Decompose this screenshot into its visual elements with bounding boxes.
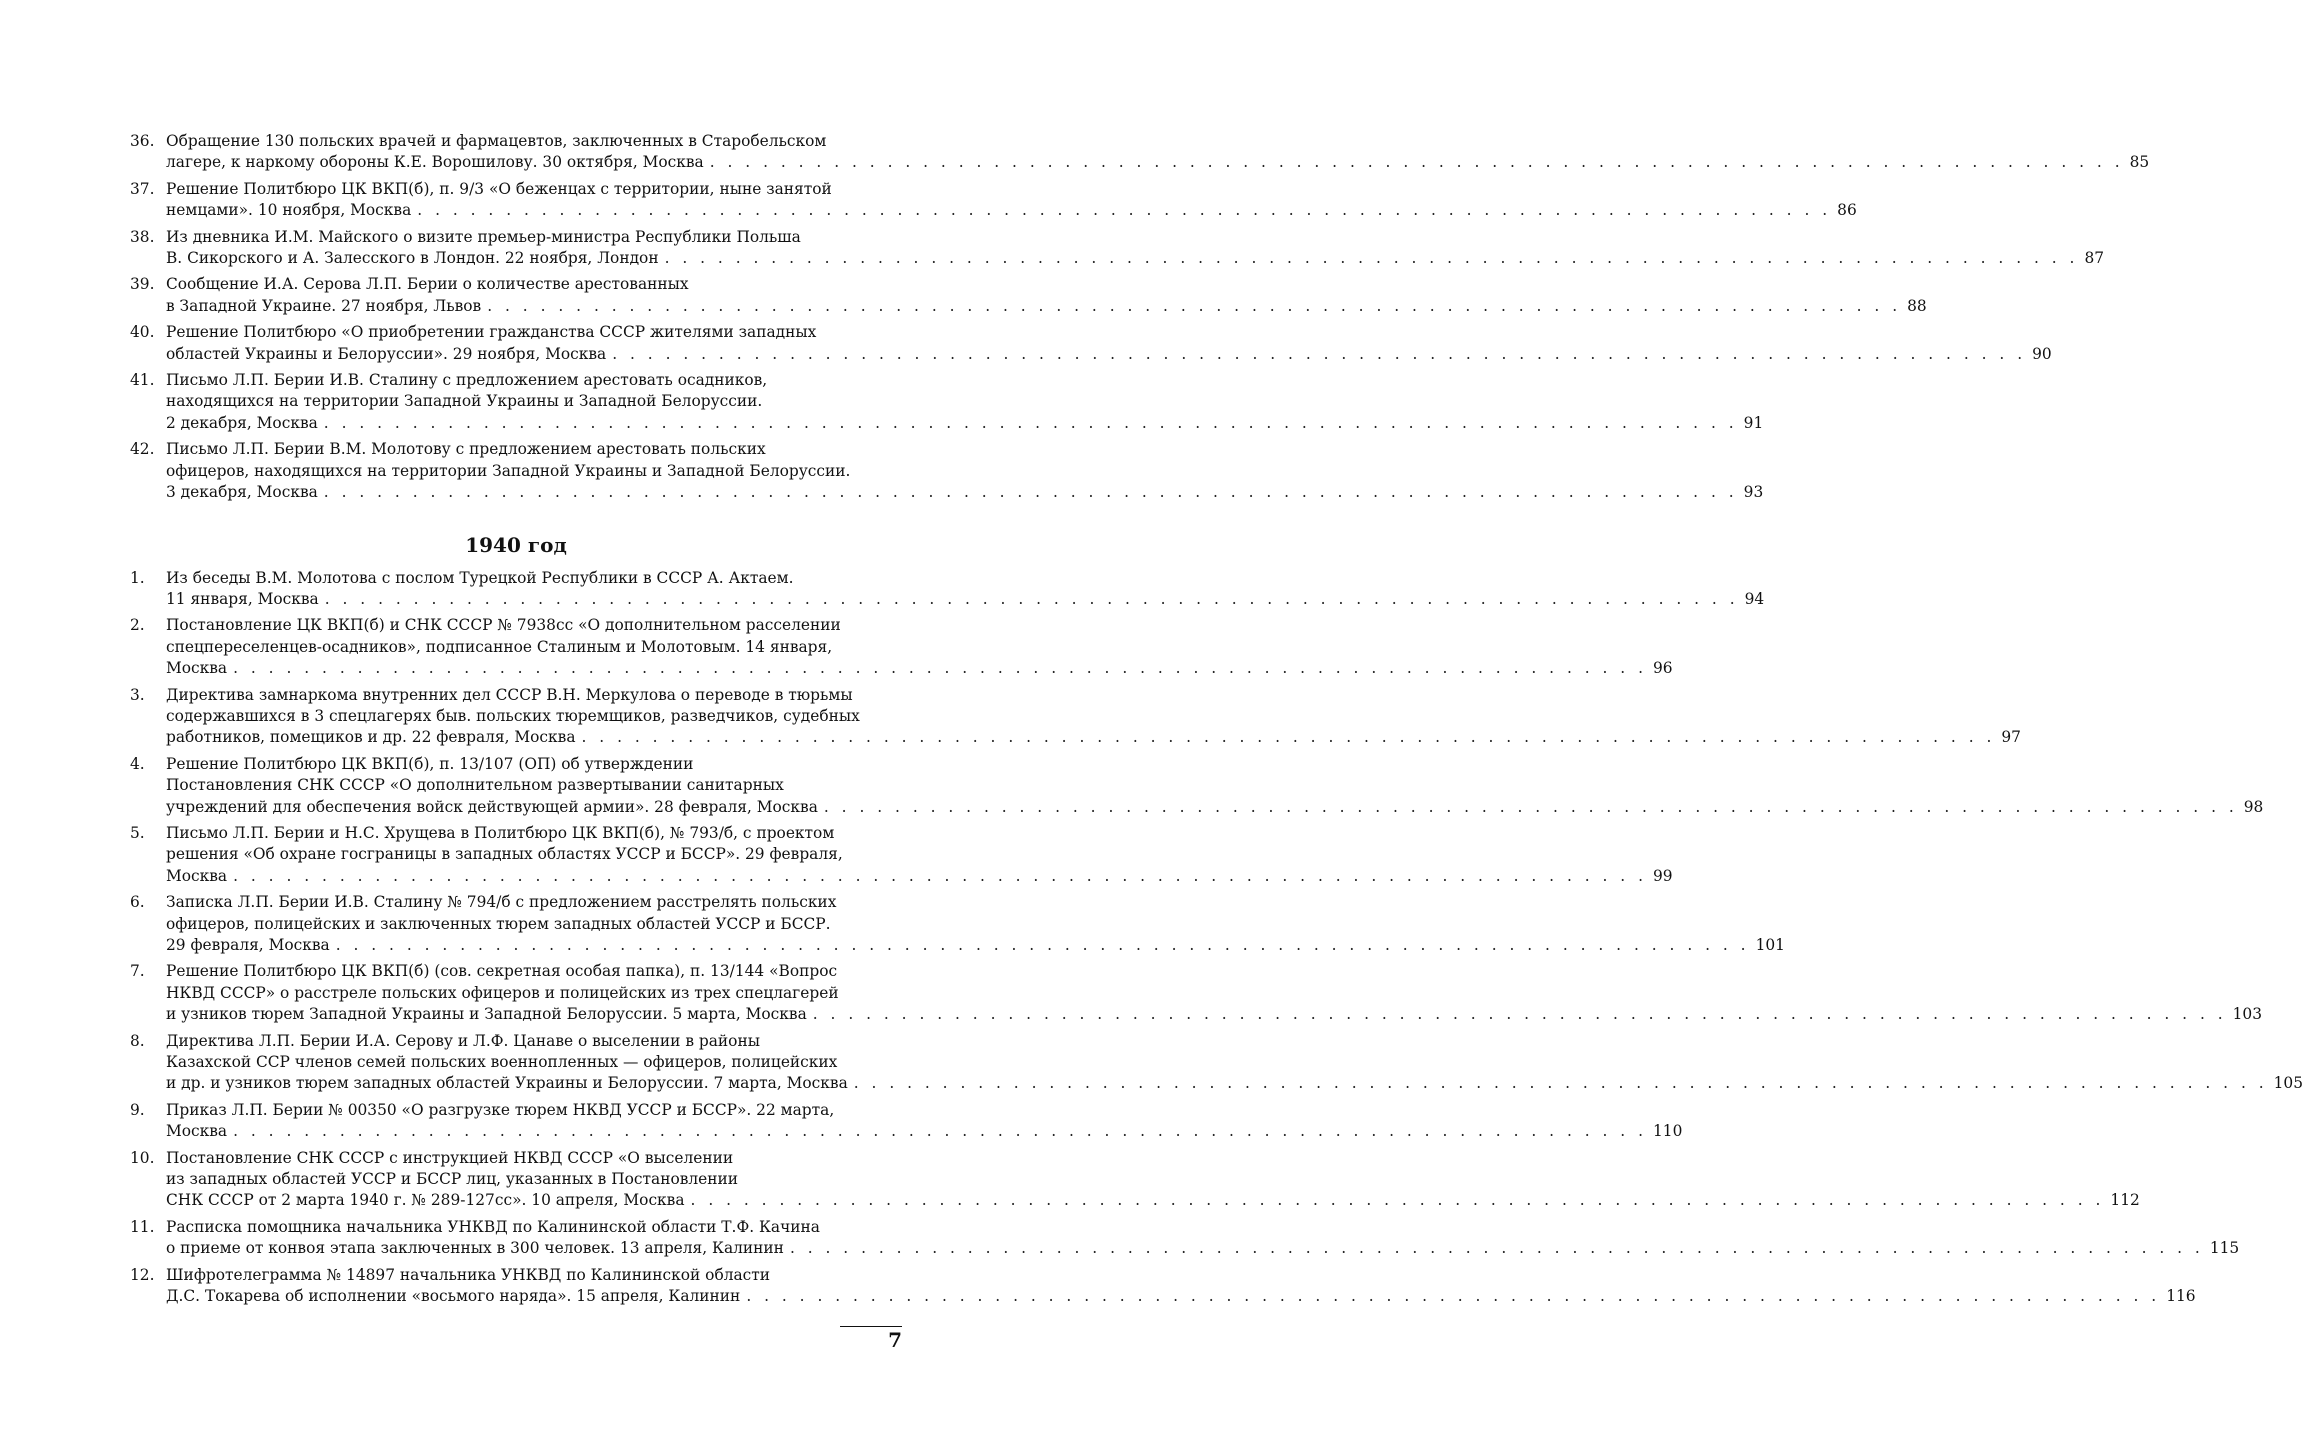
entry-title	[166, 131, 2150, 174]
toc-entry	[130, 179, 1857, 222]
entry-page-number: 86	[1837, 201, 1857, 220]
entry-title-line: в Западной Украине. 27 ноября, Львов	[166, 296, 482, 315]
dot-leader: . . . . . . . . . . . . . . . . . . . . . . . . . . . . . . . . . . . . . . . . . . . . . . . . . . . . . . . . . . . . . . . . . . . . . . . . . . . . . . . .	[789, 1239, 2204, 1258]
entry-title-line: немцами». 10 ноября, Москва	[166, 201, 412, 220]
entry-title-line: Казахской ССР членов семей польских военнопленных — офицеров, полицейских	[166, 1053, 838, 1072]
entry-number: 37.	[130, 179, 155, 198]
entry-number: 8.	[130, 1031, 145, 1050]
section-title: 1940 год	[465, 532, 567, 557]
toc-entry	[130, 685, 2021, 749]
dot-leader: . . . . . . . . . . . . . . . . . . . . . . . . . . . . . . . . . . . . . . . . . . . . . . . . . . . . . . . . . . . . . . . . . . . . . . . . . . . . . . . .	[335, 936, 1750, 954]
entry-title-line: Директива Л.П. Берии И.А. Серову и Л.Ф. Цанаве о выселении в районы	[166, 1031, 760, 1050]
toc-entry	[130, 370, 1764, 434]
entry-number: 6.	[130, 893, 145, 912]
entry-title	[166, 1100, 1683, 1143]
entry-title-line: о приеме от конвоя этапа заключенных в 300 человек. 13 апреля, Калинин	[166, 1239, 784, 1258]
entry-title-line: Постановление СНК СССР с инструкцией НКВД СССР «О выселении	[166, 1148, 734, 1167]
entry-page-number: 94	[1744, 589, 1765, 608]
entry-title	[166, 322, 2052, 365]
toc-entry	[130, 1031, 2303, 1095]
entry-title	[166, 1148, 2140, 1212]
entry-title	[166, 439, 1764, 503]
entry-title-line: Из дневника И.М. Майского о визите премьер-министра Республики Польша	[166, 227, 801, 246]
dot-leader: . . . . . . . . . . . . . . . . . . . . . . . . . . . . . . . . . . . . . . . . . . . . . . . . . . . . . . . . . . . . . . . . . . . . . . . . . . . . . . . .	[612, 344, 2027, 363]
toc-entry	[130, 961, 2263, 1025]
entry-title-line: областей Украины и Белоруссии». 29 ноября, Москва	[166, 344, 607, 363]
entry-page-number: 97	[2001, 728, 2021, 747]
entry-number: 38.	[130, 227, 155, 246]
entry-title	[166, 1031, 2303, 1095]
entry-title-line: 2 декабря, Москва	[166, 413, 318, 432]
entry-title	[166, 823, 1673, 887]
entry-title-line: и узников тюрем Западной Украины и Западной Белоруссии. 5 марта, Москва	[166, 1005, 807, 1024]
dot-leader: . . . . . . . . . . . . . . . . . . . . . . . . . . . . . . . . . . . . . . . . . . . . . . . . . . . . . . . . . . . . . . . . . . . . . . . . . . . . . . . .	[664, 249, 2079, 268]
toc-entry	[130, 1100, 1683, 1143]
entry-number: 42.	[130, 440, 155, 459]
entry-page-number: 116	[2166, 1287, 2196, 1306]
dot-leader: . . . . . . . . . . . . . . . . . . . . . . . . . . . . . . . . . . . . . . . . . . . . . . . . . . . . . . . . . . . . . . . . . . . . . . . . . . . . . . . .	[324, 589, 1739, 608]
dot-leader: . . . . . . . . . . . . . . . . . . . . . . . . . . . . . . . . . . . . . . . . . . . . . . . . . . . . . . . . . . . . . . . . . . . . . . . . . . . . . . . .	[233, 866, 1647, 885]
entry-title	[166, 754, 2264, 818]
entry-page-number: 105	[2273, 1074, 2303, 1093]
table-of-contents	[130, 131, 2303, 1313]
entry-page-number: 99	[1652, 866, 1673, 885]
entry-number: 41.	[130, 371, 155, 390]
entry-page-number: 90	[2032, 344, 2052, 363]
toc-entry	[130, 615, 1673, 679]
entry-page-number: 85	[2129, 153, 2150, 172]
entry-title-line: СНК СССР от 2 марта 1940 г. № 289-127сс». 10 апреля, Москва	[166, 1191, 685, 1210]
entry-title-line: Письмо Л.П. Берии И.В. Сталину с предложением арестовать осадников,	[166, 371, 768, 390]
entry-page-number: 96	[1652, 659, 1673, 678]
entry-number: 40.	[130, 323, 155, 342]
entry-title-line: Решение Политбюро ЦК ВКП(б), п. 13/107 (ОП) об утверждении	[166, 754, 694, 773]
dot-leader: . . . . . . . . . . . . . . . . . . . . . . . . . . . . . . . . . . . . . . . . . . . . . . . . . . . . . . . . . . . . . . . . . . . . . . . . . . . . . . . .	[323, 413, 1738, 432]
entry-title-line: Сообщение И.А. Серова Л.П. Берии о количестве арестованных	[166, 275, 689, 294]
entry-title-line: Решение Политбюро «О приобретении гражданства СССР жителями западных	[166, 323, 817, 342]
entry-number: 5.	[130, 823, 145, 842]
entry-title-line: спецпереселенцев-осадников», подписанное Сталиным и Молотовым. 14 января,	[166, 637, 833, 656]
toc-entry	[130, 823, 1673, 887]
entry-title	[166, 685, 2021, 749]
entry-title-line: Решение Политбюро ЦК ВКП(б) (сов. секретная особая папка), п. 13/144 «Вопрос	[166, 962, 838, 981]
entry-title-line: 11 января, Москва	[166, 589, 319, 608]
entry-title-line: Записка Л.П. Берии И.В. Сталину № 794/б с предложением расстрелять польских	[166, 893, 837, 912]
page-number: 7	[888, 1328, 902, 1352]
dot-leader: . . . . . . . . . . . . . . . . . . . . . . . . . . . . . . . . . . . . . . . . . . . . . . . . . . . . . . . . . . . . . . . . . . . . . . . . . . . . . . . .	[746, 1287, 2161, 1306]
entry-title	[166, 892, 1785, 956]
toc-entry	[130, 1148, 2140, 1212]
entry-title-line: Письмо Л.П. Берии В.М. Молотову с предложением арестовать польских	[166, 440, 766, 459]
entry-title-line: Письмо Л.П. Берии и Н.С. Хрущева в Политбюро ЦК ВКП(б), № 793/б, с проектом	[166, 823, 835, 842]
toc-entry	[130, 131, 2150, 174]
toc-entry	[130, 568, 1765, 611]
dot-leader: . . . . . . . . . . . . . . . . . . . . . . . . . . . . . . . . . . . . . . . . . . . . . . . . . . . . . . . . . . . . . . . . . . . . . . . . . . . . . . . .	[233, 659, 1647, 678]
entry-title	[166, 274, 1927, 317]
entry-title-line: Д.С. Токарева об исполнении «восьмого наряда». 15 апреля, Калинин	[166, 1287, 741, 1306]
entry-title	[166, 961, 2263, 1025]
entry-title-line: Шифротелеграмма № 14897 начальника УНКВД по Калининской области	[166, 1265, 771, 1284]
toc-entry	[130, 227, 2105, 270]
entry-title-line: и др. и узников тюрем западных областей Украины и Белоруссии. 7 марта, Москва	[166, 1074, 848, 1093]
entry-page-number: 88	[1907, 296, 1927, 315]
dot-leader: . . . . . . . . . . . . . . . . . . . . . . . . . . . . . . . . . . . . . . . . . . . . . . . . . . . . . . . . . . . . . . . . . . . . . . . . . . . . . . . .	[709, 153, 2124, 172]
entry-title-line: содержавшихся в 3 спецлагерях быв. польских тюремщиков, разведчиков, судебных	[166, 706, 860, 725]
entry-title-line: НКВД СССР» о расстреле польских офицеров и полицейских из трех спецлагерей	[166, 983, 839, 1002]
entry-number: 7.	[130, 962, 145, 981]
entry-title-line: учреждений для обеспечения войск действующей армии». 28 февраля, Москва	[166, 797, 818, 816]
dot-leader: . . . . . . . . . . . . . . . . . . . . . . . . . . . . . . . . . . . . . . . . . . . . . . . . . . . . . . . . . . . . . . . . . . . . . . . . . . . . . . . .	[812, 1005, 2227, 1024]
entry-title-line: решения «Об охране госграницы в западных областях УССР и БССР». 29 февраля,	[166, 845, 843, 864]
toc-entry	[130, 892, 1785, 956]
dot-leader: . . . . . . . . . . . . . . . . . . . . . . . . . . . . . . . . . . . . . . . . . . . . . . . . . . . . . . . . . . . . . . . . . . . . . . . . . . . . . . . .	[233, 1122, 1647, 1141]
toc-entry	[130, 1265, 2196, 1308]
entry-number: 3.	[130, 685, 145, 704]
entry-title-line: Москва	[166, 1122, 228, 1141]
dot-leader: . . . . . . . . . . . . . . . . . . . . . . . . . . . . . . . . . . . . . . . . . . . . . . . . . . . . . . . . . . . . . . . . . . . . . . . . . . . . . . . .	[417, 201, 1832, 220]
dot-leader: . . . . . . . . . . . . . . . . . . . . . . . . . . . . . . . . . . . . . . . . . . . . . . . . . . . . . . . . . . . . . . . . . . . . . . . . . . . . . . . .	[853, 1074, 2268, 1093]
entry-title-line: 29 февраля, Москва	[166, 936, 330, 954]
toc-entry	[130, 754, 2264, 818]
toc-entry	[130, 1217, 2240, 1260]
entry-page-number: 91	[1743, 413, 1764, 432]
entry-title-line: 3 декабря, Москва	[166, 483, 318, 502]
entry-title-line: Москва	[166, 659, 228, 678]
entry-title	[166, 568, 1765, 611]
entry-title-line: Директива замнаркома внутренних дел СССР В.Н. Меркулова о переводе в тюрьмы	[166, 685, 853, 704]
entry-page-number: 98	[2243, 797, 2264, 816]
entry-number: 9.	[130, 1100, 145, 1119]
entry-title	[166, 227, 2105, 270]
entry-title-line: Москва	[166, 866, 228, 885]
entry-title-line: Расписка помощника начальника УНКВД по Калининской области Т.Ф. Качина	[166, 1217, 820, 1236]
entry-number: 1.	[130, 568, 145, 587]
dot-leader: . . . . . . . . . . . . . . . . . . . . . . . . . . . . . . . . . . . . . . . . . . . . . . . . . . . . . . . . . . . . . . . . . . . . . . . . . . . . . . . .	[487, 296, 1902, 315]
entry-title	[166, 1265, 2196, 1308]
entry-title-line: из западных областей УССР и БССР лиц, указанных в Постановлении	[166, 1170, 739, 1189]
entry-number: 4.	[130, 754, 145, 773]
dot-leader: . . . . . . . . . . . . . . . . . . . . . . . . . . . . . . . . . . . . . . . . . . . . . . . . . . . . . . . . . . . . . . . . . . . . . . . . . . . . . . . .	[690, 1191, 2105, 1210]
entry-number: 36.	[130, 132, 155, 150]
entry-title-line: находящихся на территории Западной Украины и Западной Белоруссии.	[166, 392, 763, 411]
entry-title-line: лагере, к наркому обороны К.Е. Ворошилову. 30 октября, Москва	[166, 153, 704, 172]
entry-page-number: 101	[1755, 936, 1785, 954]
entry-title-line: офицеров, находящихся на территории Западной Украины и Западной Белоруссии.	[166, 461, 851, 480]
entry-number: 39.	[130, 275, 155, 294]
dot-leader: . . . . . . . . . . . . . . . . . . . . . . . . . . . . . . . . . . . . . . . . . . . . . . . . . . . . . . . . . . . . . . . . . . . . . . . . . . . . . . . .	[323, 483, 1738, 502]
toc-entry	[130, 274, 1927, 317]
entry-title-line: работников, помещиков и др. 22 февраля, Москва	[166, 728, 576, 747]
entry-number: 10.	[130, 1148, 155, 1167]
toc-entry	[130, 439, 1764, 503]
entry-page-number: 110	[1652, 1122, 1683, 1141]
entry-page-number: 103	[2232, 1005, 2263, 1024]
dot-leader: . . . . . . . . . . . . . . . . . . . . . . . . . . . . . . . . . . . . . . . . . . . . . . . . . . . . . . . . . . . . . . . . . . . . . . . . . . . . . . . .	[823, 797, 2238, 816]
entry-number: 12.	[130, 1265, 155, 1284]
entry-title-line: В. Сикорского и А. Залесского в Лондон. 22 ноября, Лондон	[166, 249, 659, 268]
entry-title	[166, 370, 1764, 434]
entry-title	[166, 1217, 2240, 1260]
entry-title-line: Приказ Л.П. Берии № 00350 «О разгрузке тюрем НКВД УССР и БССР». 22 марта,	[166, 1100, 835, 1119]
entry-title	[166, 179, 1857, 222]
entry-title-line: Обращение 130 польских врачей и фармацевтов, заключенных в Старобельском	[166, 132, 827, 150]
entry-title-line: Решение Политбюро ЦК ВКП(б), п. 9/3 «О беженцах с территории, ныне занятой	[166, 179, 832, 198]
entry-number: 2.	[130, 616, 145, 635]
entry-title-line: Постановления СНК СССР «О дополнительном развертывании санитарных	[166, 776, 784, 795]
entry-title-line: офицеров, полицейских и заключенных тюрем западных областей УССР и БССР.	[166, 914, 831, 933]
entry-page-number: 87	[2084, 249, 2105, 268]
dot-leader: . . . . . . . . . . . . . . . . . . . . . . . . . . . . . . . . . . . . . . . . . . . . . . . . . . . . . . . . . . . . . . . . . . . . . . . . . . . . . . . .	[581, 728, 1996, 747]
entry-page-number: 112	[2110, 1191, 2140, 1210]
entry-page-number: 93	[1743, 483, 1764, 502]
entry-number: 11.	[130, 1217, 155, 1236]
entry-title	[166, 615, 1673, 679]
entry-title-line: Из беседы В.М. Молотова с послом Турецкой Республики в СССР А. Актаем.	[166, 568, 794, 587]
entry-page-number: 115	[2209, 1239, 2240, 1258]
entry-title-line: Постановление ЦК ВКП(б) и СНК СССР № 7938сс «О дополнительном расселении	[166, 616, 841, 635]
toc-entry	[130, 322, 2052, 365]
